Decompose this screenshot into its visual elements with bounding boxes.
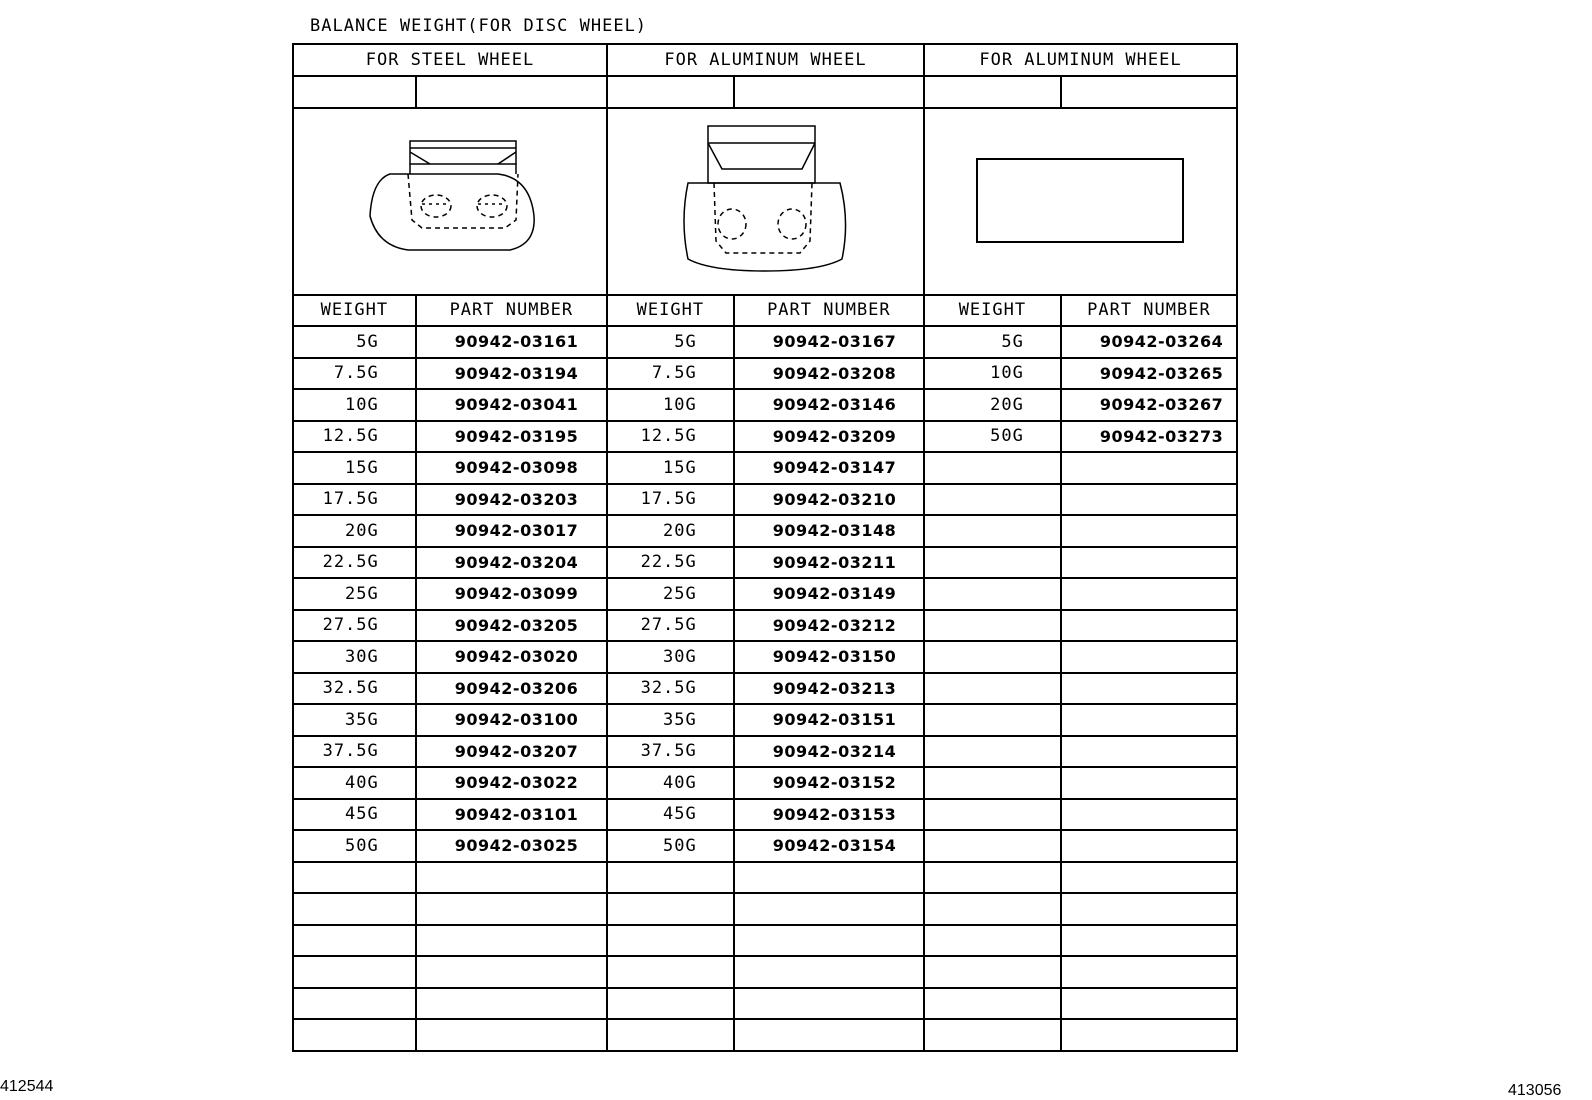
- weight-cell: 15G: [607, 452, 734, 484]
- weight-cell: [607, 1019, 734, 1051]
- table-row: [293, 452, 1237, 484]
- part-number-cell: 90942-03267: [1061, 389, 1237, 421]
- weight-cell: [924, 925, 1061, 957]
- table-row: [293, 578, 1237, 610]
- weight-cell: 7.5G: [293, 358, 416, 390]
- section-heading-steel: FOR STEEL WHEEL: [293, 44, 607, 76]
- part-number-cell: 90942-03146: [734, 389, 924, 421]
- part-number-cell: 90942-03208: [734, 358, 924, 390]
- part-number-cell: 90942-03194: [416, 358, 607, 390]
- table-row: [293, 704, 1237, 736]
- weight-cell: [607, 862, 734, 894]
- weight-cell: [924, 767, 1061, 799]
- weight-cell: 50G: [607, 830, 734, 862]
- part-number-cell: 90942-03147: [734, 452, 924, 484]
- part-number-cell: [1061, 547, 1237, 579]
- part-number-cell: 90942-03022: [416, 767, 607, 799]
- weight-cell: 20G: [924, 389, 1061, 421]
- weight-cell: [293, 1019, 416, 1051]
- table-row: [293, 956, 1237, 988]
- aluminum-clip-weight-drawing: [670, 121, 860, 281]
- part-number-cell: 90942-03195: [416, 421, 607, 453]
- weight-cell: [293, 956, 416, 988]
- weight-cell: [293, 893, 416, 925]
- weight-cell: 40G: [293, 767, 416, 799]
- weight-header: WEIGHT: [924, 295, 1061, 327]
- part-number-cell: [1061, 673, 1237, 705]
- part-number-cell: [1061, 515, 1237, 547]
- weight-cell: [924, 830, 1061, 862]
- weight-cell: 40G: [607, 767, 734, 799]
- part-number-cell: [734, 893, 924, 925]
- table-row: [293, 515, 1237, 547]
- weight-cell: [924, 736, 1061, 768]
- weight-cell: 45G: [607, 799, 734, 831]
- data-rows: [293, 326, 1237, 1051]
- weight-cell: [924, 452, 1061, 484]
- weight-cell: 5G: [607, 326, 734, 358]
- part-number-cell: [1061, 736, 1237, 768]
- weight-cell: [924, 988, 1061, 1020]
- weight-cell: 5G: [924, 326, 1061, 358]
- weight-cell: 22.5G: [607, 547, 734, 579]
- weight-cell: 10G: [293, 389, 416, 421]
- part-number-cell: 90942-03265: [1061, 358, 1237, 390]
- table-row: [293, 610, 1237, 642]
- adhesive-weight-drawing-cell: [924, 108, 1237, 295]
- weight-cell: 12.5G: [607, 421, 734, 453]
- weight-cell: 17.5G: [293, 484, 416, 516]
- adhesive-weight-drawing: [975, 157, 1185, 245]
- part-number-cell: 90942-03212: [734, 610, 924, 642]
- weight-cell: 17.5G: [607, 484, 734, 516]
- part-number-cell: [1061, 925, 1237, 957]
- weight-cell: [607, 988, 734, 1020]
- table-row: [293, 988, 1237, 1020]
- part-number-cell: 90942-03211: [734, 547, 924, 579]
- part-number-cell: [734, 862, 924, 894]
- weight-cell: 37.5G: [293, 736, 416, 768]
- part-number-cell: [1061, 1019, 1237, 1051]
- weight-cell: 10G: [607, 389, 734, 421]
- part-number-cell: [416, 1019, 607, 1051]
- table-row: [293, 389, 1237, 421]
- part-number-cell: 90942-03153: [734, 799, 924, 831]
- weight-cell: [924, 893, 1061, 925]
- section-heading-row: [293, 44, 1237, 76]
- weight-header: WEIGHT: [607, 295, 734, 327]
- table-row: [293, 673, 1237, 705]
- part-number-cell: [1061, 578, 1237, 610]
- weight-cell: [924, 515, 1061, 547]
- part-number-cell: 90942-03152: [734, 767, 924, 799]
- part-number-cell: [1061, 956, 1237, 988]
- part-number-header: PART NUMBER: [416, 295, 607, 327]
- part-number-cell: [416, 893, 607, 925]
- table-row: [293, 1019, 1237, 1051]
- part-number-cell: 90942-03213: [734, 673, 924, 705]
- part-number-cell: 90942-03210: [734, 484, 924, 516]
- weight-cell: 30G: [293, 641, 416, 673]
- table-row: [293, 326, 1237, 358]
- weight-cell: 25G: [607, 578, 734, 610]
- weight-cell: 20G: [607, 515, 734, 547]
- table-row: [293, 893, 1237, 925]
- part-number-cell: [1061, 452, 1237, 484]
- weight-cell: [924, 578, 1061, 610]
- part-number-cell: 90942-03041: [416, 389, 607, 421]
- part-number-cell: 90942-03205: [416, 610, 607, 642]
- figure-code-left: 412544: [0, 1078, 54, 1095]
- steel-weight-drawing-cell: [293, 108, 607, 295]
- part-number-cell: 90942-03025: [416, 830, 607, 862]
- drawing-row: [293, 108, 1237, 295]
- part-number-cell: [416, 925, 607, 957]
- weight-cell: [924, 673, 1061, 705]
- weight-cell: 27.5G: [293, 610, 416, 642]
- part-number-header: PART NUMBER: [734, 295, 924, 327]
- weight-cell: 45G: [293, 799, 416, 831]
- part-number-cell: [1061, 610, 1237, 642]
- weight-cell: 32.5G: [293, 673, 416, 705]
- weight-cell: [607, 925, 734, 957]
- weight-cell: [293, 862, 416, 894]
- part-number-cell: 90942-03204: [416, 547, 607, 579]
- part-number-cell: [1061, 862, 1237, 894]
- weight-cell: [293, 925, 416, 957]
- table-row: [293, 830, 1237, 862]
- part-number-cell: [734, 956, 924, 988]
- weight-cell: 35G: [293, 704, 416, 736]
- part-number-cell: 90942-03207: [416, 736, 607, 768]
- part-number-cell: 90942-03150: [734, 641, 924, 673]
- weight-cell: [924, 610, 1061, 642]
- table-row: [293, 736, 1237, 768]
- weight-cell: 12.5G: [293, 421, 416, 453]
- part-number-cell: [416, 988, 607, 1020]
- part-number-cell: 90942-03154: [734, 830, 924, 862]
- part-number-cell: 90942-03101: [416, 799, 607, 831]
- part-number-cell: 90942-03017: [416, 515, 607, 547]
- weight-cell: [924, 956, 1061, 988]
- part-number-cell: 90942-03206: [416, 673, 607, 705]
- part-number-cell: [1061, 830, 1237, 862]
- table-row: [293, 925, 1237, 957]
- part-number-cell: [1061, 767, 1237, 799]
- part-number-cell: 90942-03098: [416, 452, 607, 484]
- part-number-cell: [734, 925, 924, 957]
- table-row: [293, 547, 1237, 579]
- page-title: BALANCE WEIGHT(FOR DISC WHEEL): [310, 16, 648, 36]
- weight-cell: 7.5G: [607, 358, 734, 390]
- blank-row: [293, 76, 1237, 108]
- part-number-cell: 90942-03099: [416, 578, 607, 610]
- section-heading-aluminum-1: FOR ALUMINUM WHEEL: [607, 44, 924, 76]
- weight-cell: [607, 956, 734, 988]
- weight-cell: [924, 1019, 1061, 1051]
- weight-cell: [924, 862, 1061, 894]
- weight-cell: 25G: [293, 578, 416, 610]
- part-number-cell: 90942-03161: [416, 326, 607, 358]
- part-number-cell: 90942-03167: [734, 326, 924, 358]
- steel-clip-weight-drawing: [350, 136, 550, 266]
- balance-weight-table: [292, 43, 1238, 1052]
- weight-cell: 37.5G: [607, 736, 734, 768]
- part-number-cell: 90942-03203: [416, 484, 607, 516]
- weight-cell: 20G: [293, 515, 416, 547]
- part-number-cell: 90942-03151: [734, 704, 924, 736]
- part-number-cell: 90942-03148: [734, 515, 924, 547]
- table-row: [293, 862, 1237, 894]
- weight-cell: 27.5G: [607, 610, 734, 642]
- part-number-cell: [416, 862, 607, 894]
- part-number-header: PART NUMBER: [1061, 295, 1237, 327]
- part-number-cell: 90942-03100: [416, 704, 607, 736]
- part-number-cell: 90942-03264: [1061, 326, 1237, 358]
- part-number-cell: 90942-03020: [416, 641, 607, 673]
- weight-cell: 50G: [924, 421, 1061, 453]
- part-number-cell: 90942-03273: [1061, 421, 1237, 453]
- part-number-cell: 90942-03214: [734, 736, 924, 768]
- part-number-cell: [1061, 988, 1237, 1020]
- weight-cell: 35G: [607, 704, 734, 736]
- part-number-cell: [1061, 484, 1237, 516]
- weight-cell: 30G: [607, 641, 734, 673]
- weight-cell: 50G: [293, 830, 416, 862]
- part-number-cell: [1061, 704, 1237, 736]
- figure-code-right: 413056: [1508, 1082, 1562, 1099]
- weight-cell: 10G: [924, 358, 1061, 390]
- weight-cell: [924, 641, 1061, 673]
- table-row: [293, 799, 1237, 831]
- weight-cell: 32.5G: [607, 673, 734, 705]
- table-row: [293, 641, 1237, 673]
- part-number-cell: 90942-03209: [734, 421, 924, 453]
- column-header-row: [293, 295, 1237, 327]
- table-row: [293, 484, 1237, 516]
- weight-cell: [293, 988, 416, 1020]
- weight-cell: [607, 893, 734, 925]
- table-row: [293, 421, 1237, 453]
- table-row: [293, 767, 1237, 799]
- weight-cell: [924, 704, 1061, 736]
- table-row: [293, 358, 1237, 390]
- weight-header: WEIGHT: [293, 295, 416, 327]
- weight-cell: 15G: [293, 452, 416, 484]
- part-number-cell: [734, 988, 924, 1020]
- part-number-cell: 90942-03149: [734, 578, 924, 610]
- weight-cell: 5G: [293, 326, 416, 358]
- part-number-cell: [1061, 641, 1237, 673]
- part-number-cell: [416, 956, 607, 988]
- part-number-cell: [734, 1019, 924, 1051]
- aluminum-weight-drawing-cell: [607, 108, 924, 295]
- weight-cell: [924, 547, 1061, 579]
- weight-cell: [924, 799, 1061, 831]
- section-heading-aluminum-2: FOR ALUMINUM WHEEL: [924, 44, 1237, 76]
- part-number-cell: [1061, 799, 1237, 831]
- weight-cell: [924, 484, 1061, 516]
- part-number-cell: [1061, 893, 1237, 925]
- weight-cell: 22.5G: [293, 547, 416, 579]
